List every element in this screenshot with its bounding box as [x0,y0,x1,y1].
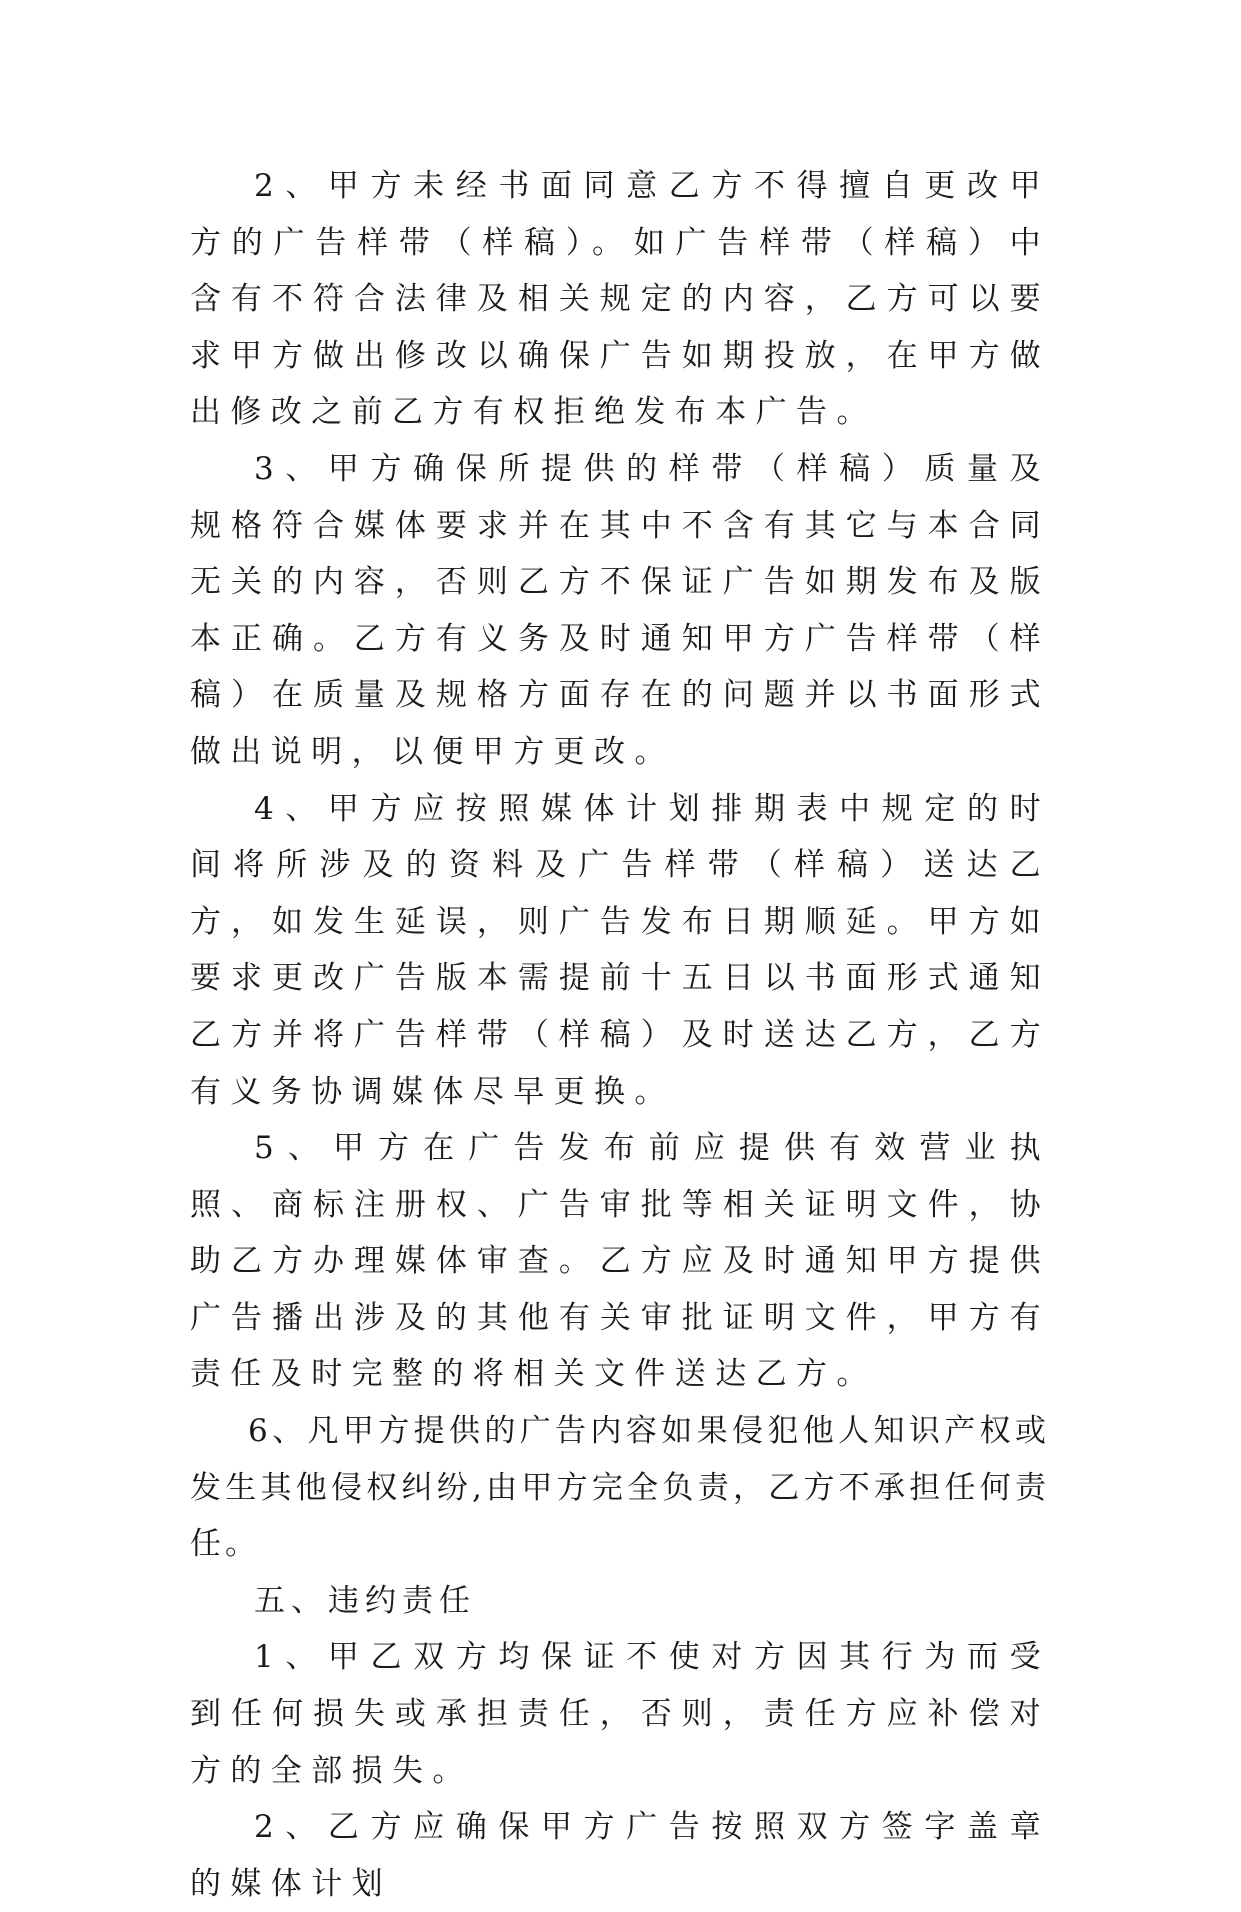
clause-4-delivery-schedule: 4、甲方应按照媒体计划排期表中规定的时间将所涉及的资料及广告样带（样稿）送达乙方，如发生延误，则广告发布日期顺延。甲方如要求更改广告版本需提前十五日以书面形式通知乙方并将广告样带（样稿）及时送达乙方，乙方有义务协调媒体尽早更换。 [190,790,1050,1110]
clause-2-sample-changes: 2、甲方未经书面同意乙方不得擅自更改甲方的广告样带（样稿）。如广告样带（样稿）中含有不符合法律及相关规定的内容，乙方可以要求甲方做出修改以确保广告如期投放，在甲方做出修改之前乙方有权拒绝发布本广告。 [190,168,1050,431]
section-heading-liability: 五、违约责任 [254,1582,476,1619]
clause-5-licenses: 5、甲方在广告发布前应提供有效营业执照、商标注册权、广告审批等相关证明文件，协助乙方办理媒体审查。乙方应及时通知甲方提供广告播出涉及的其他有关审批证明文件，甲方有责任及时完整的将相关文件送达乙方。 [190,1130,1050,1393]
contract-body [190,158,1050,1912]
clause-6-infringement: 6、凡甲方提供的广告内容如果侵犯他人知识产权或发生其他侵权纠纷,由甲方完全负责，乙方不承担任何责任。 [190,1413,1050,1563]
liability-clause-2: 2、乙方应确保甲方广告按照双方签字盖章的媒体计划 [190,1809,1050,1902]
clause-3-sample-quality: 3、甲方确保所提供的样带（样稿）质量及规格符合媒体要求并在其中不含有其它与本合同无关的内容，否则乙方不保证广告如期发布及版本正确。乙方有义务及时通知甲方广告样带（样稿）在质量及规格方面存在的问题并以书面形式做出说明，以便甲方更改。 [190,450,1050,770]
liability-clause-1: 1、甲乙双方均保证不使对方因其行为而受到任何损失或承担责任，否则，责任方应补偿对方的全部损失。 [190,1639,1050,1789]
